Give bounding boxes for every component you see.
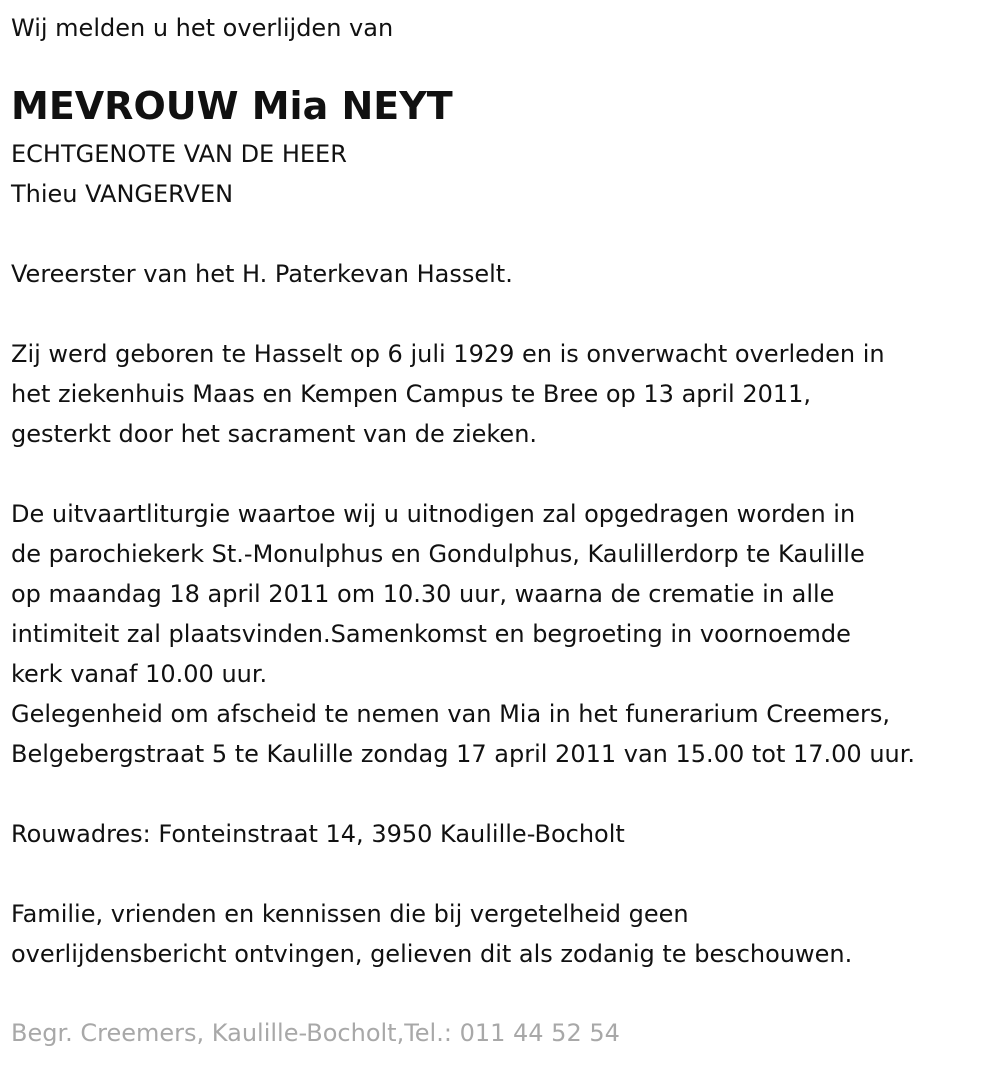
funeral-home-credit: Begr. Creemers, Kaulille-Bocholt,Tel.: 011 44 52 54 — [11, 1019, 620, 1047]
birth-death-line: het ziekenhuis Maas en Kempen Campus te Bree op 13 april 2011, — [11, 380, 812, 408]
notice-block — [11, 894, 852, 974]
funeral-line: de parochiekerk St.-Monulphus en Gondulphus, Kaulillerdorp te Kaulille — [11, 540, 865, 568]
spouse-line: ECHTGENOTE VAN DE HEER — [11, 140, 347, 168]
birth-death-block — [11, 334, 885, 454]
notice-line: overlijdensbericht ontvingen, gelieven dit als zodanig te beschouwen. — [11, 940, 853, 968]
intro-text: Wij melden u het overlijden van — [11, 14, 394, 42]
funeral-block — [11, 494, 915, 774]
honorary-block — [11, 254, 513, 294]
funeral-line: op maandag 18 april 2011 om 10.30 uur, waarna de crematie in alle — [11, 580, 835, 608]
funeral-line: Belgebergstraat 5 te Kaulille zondag 17 april 2011 van 15.00 tot 17.00 uur. — [11, 740, 916, 768]
honorary-line: Vereerster van het H. Paterkevan Hasselt. — [11, 260, 513, 288]
funeral-line: intimiteit zal plaatsvinden.Samenkomst en begroeting in voornoemde — [11, 620, 851, 648]
address-block — [11, 814, 625, 854]
deceased-name: MEVROUW Mia NEYT — [11, 84, 453, 128]
notice-line: Familie, vrienden en kennissen die bij vergetelheid geen — [11, 900, 689, 928]
funeral-line: kerk vanaf 10.00 uur. — [11, 660, 268, 688]
birth-death-line: gesterkt door het sacrament van de zieken. — [11, 420, 538, 448]
address-line: Rouwadres: Fonteinstraat 14, 3950 Kaulille-Bocholt — [11, 820, 625, 848]
spouse-line: Thieu VANGERVEN — [11, 180, 234, 208]
funeral-line: Gelegenheid om afscheid te nemen van Mia in het funerarium Creemers, — [11, 700, 891, 728]
spouse-block — [11, 134, 347, 214]
birth-death-line: Zij werd geboren te Hasselt op 6 juli 1929 en is onverwacht overleden in — [11, 340, 885, 368]
funeral-line: De uitvaartliturgie waartoe wij u uitnodigen zal opgedragen worden in — [11, 500, 856, 528]
